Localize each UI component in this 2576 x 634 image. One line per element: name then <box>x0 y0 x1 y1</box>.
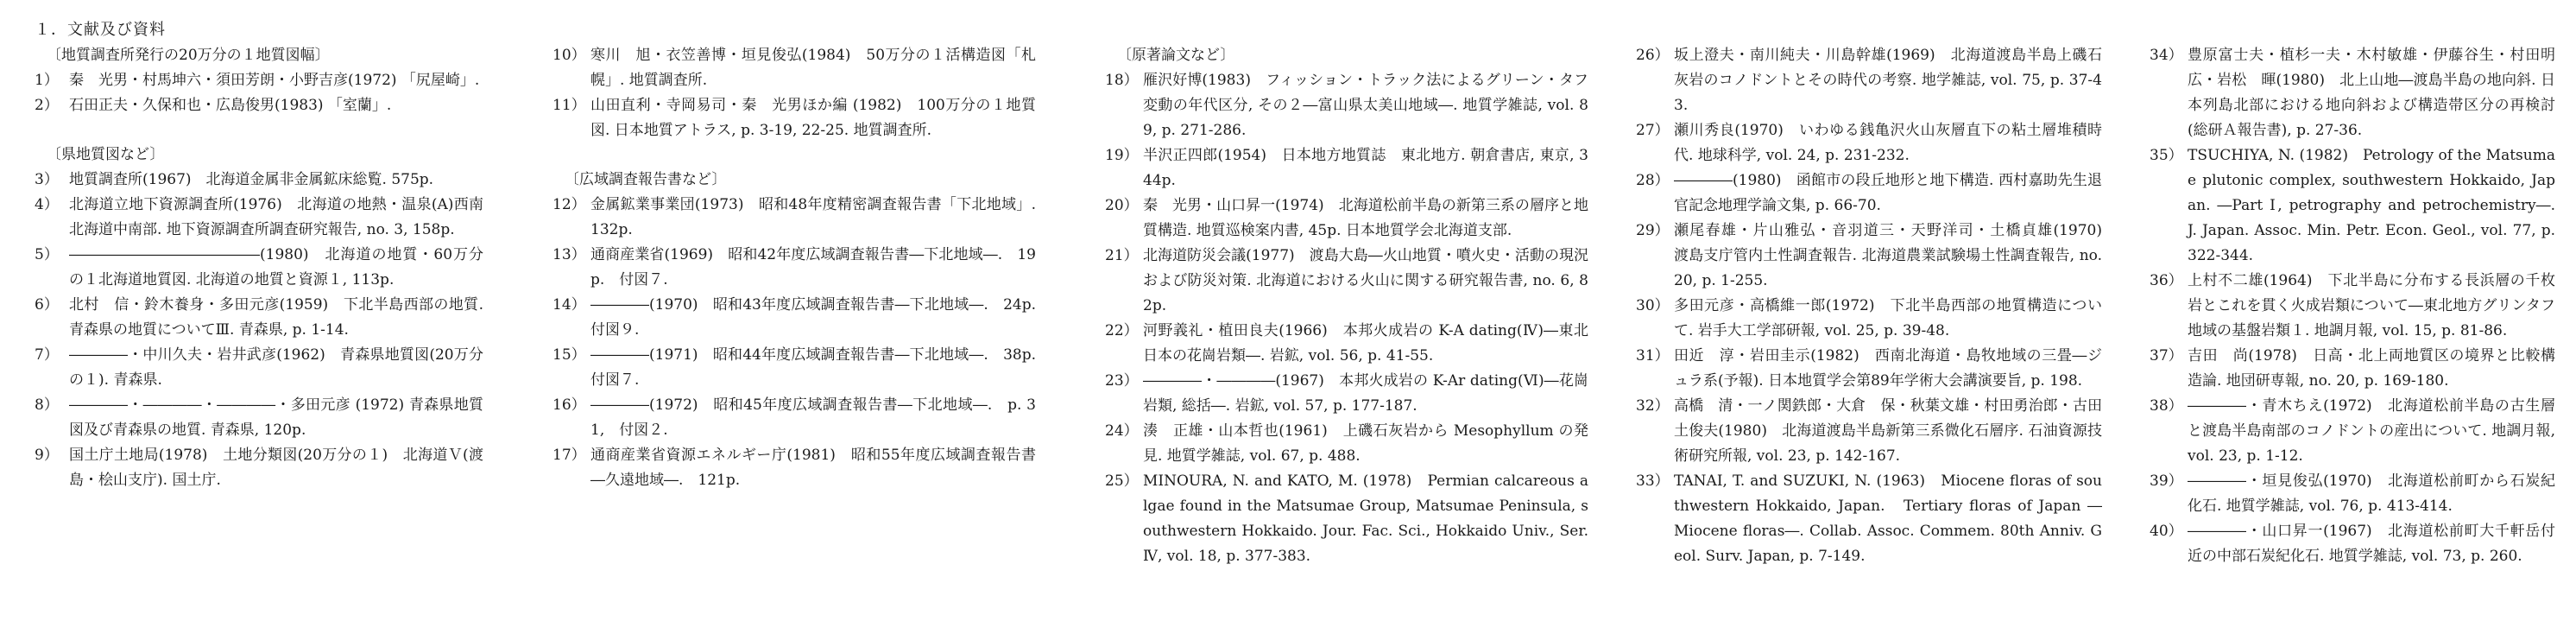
reference-number: 35） <box>2150 147 2183 164</box>
reference-column-5 <box>2150 43 2555 569</box>
reference-number: 13） <box>552 246 586 263</box>
reference-entry <box>35 293 483 343</box>
reference-text: 山田直利・寺岡易司・秦 光男ほか編 (1982) 100万分の１地質図. 日本地質アトラス, p. 3-19, 22-25. 地質調査所. <box>590 97 1036 139</box>
reference-entry <box>2150 394 2555 469</box>
reference-text: 秦 光男・山口昇一(1974) 北海道松前半島の新第三系の層序と地質構造. 地質巡検案内書, 45p. 日本地質学会北海道支部. <box>1143 197 1588 239</box>
reference-text: 金属鉱業事業団(1973) 昭和48年度精密調査報告書「下北地域」. 132p. <box>590 196 1036 238</box>
reference-entry <box>552 243 1036 293</box>
reference-number: 21） <box>1105 247 1139 264</box>
reference-column-2 <box>552 43 1051 493</box>
reference-text: 瀬川秀良(1970) いわゆる銭亀沢火山灰層直下の粘土層堆積時代. 地球科学, vol. 24, p. 231-232. <box>1674 122 2102 164</box>
reference-number: 1） <box>35 72 59 89</box>
reference-text: 国土庁土地局(1978) 土地分類図(20万分の１) 北海道Ｖ(渡島・桧山支庁). 国土庁. <box>69 447 483 489</box>
reference-text: ――――(1972) 昭和45年度広域調査報告書―下北地域―. p. 31, 付図２. <box>590 396 1036 439</box>
reference-entry <box>552 93 1036 143</box>
reference-entry <box>1105 369 1588 419</box>
reference-text: TANAI, T. and SUZUKI, N. (1963) Miocene floras of southwestern Hokkaido, Japan. Tertiary floras of Japan ― Miocene floras―. Collab. Assoc. Commem. 80th Anniv. Geol. Surv. Japan, p. 7-149. <box>1674 472 2102 565</box>
reference-text: ――――・山口昇一(1967) 北海道松前町大千軒岳付近の中部石炭紀化石. 地質学雑誌, vol. 73, p. 260. <box>2188 523 2555 565</box>
reference-entry <box>1105 419 1588 469</box>
reference-text: 湊 正雄・山本哲也(1961) 上磯石灰岩から Mesophyllum の発見. 地質学雑誌, vol. 67, p. 488. <box>1143 422 1588 465</box>
reference-entry <box>2150 519 2555 569</box>
reference-entry <box>1105 68 1588 143</box>
reference-number: 27） <box>1636 122 1670 139</box>
reference-entry <box>35 243 483 293</box>
reference-entry <box>35 343 483 393</box>
reference-number: 25） <box>1105 472 1139 490</box>
reference-number: 18） <box>1105 72 1139 89</box>
reference-entry <box>1105 193 1588 244</box>
reference-column-4 <box>1636 43 2117 569</box>
reference-text: 多田元彦・高橋維一郎(1972) 下北半島西部の地質構造について. 岩手大工学部研報, vol. 25, p. 39-48. <box>1674 297 2102 339</box>
reference-entry <box>35 93 483 118</box>
reference-entry <box>35 443 483 493</box>
reference-entry <box>1636 394 2102 469</box>
reference-number: 40） <box>2150 523 2183 540</box>
reference-entry <box>552 193 1036 243</box>
reference-entry <box>1636 344 2102 394</box>
reference-text: ――――・――――・――――・多田元彦 (1972) 青森県地質図及び青森県の地質. 青森県, 120p. <box>69 396 483 439</box>
reference-entry <box>35 68 483 93</box>
reference-entry <box>1636 118 2102 168</box>
section-heading: 〔地質調査所発行の20万分の１地質図幅〕 <box>47 47 330 64</box>
reference-text: ――――・中川久夫・岩井武彦(1962) 青森県地質図(20万分の１). 青森県. <box>69 346 483 389</box>
reference-text: ――――(1980) 函館市の段丘地形と地下構造. 西村嘉助先生退官記念地理学論文集, p. 66-70. <box>1674 172 2102 214</box>
reference-entry <box>2150 43 2555 143</box>
reference-number: 28） <box>1636 172 1670 189</box>
reference-number: 7） <box>35 346 59 364</box>
reference-text: 瀬尾春雄・片山雅弘・音羽道三・天野洋司・土橋貞雄(1970) 渡島支庁管内土性調査報告. 北海道農業試験場土性調査報告, no. 20, p. 1-255. <box>1674 222 2117 289</box>
reference-number: 31） <box>1636 347 1670 365</box>
reference-text: 北村 信・鈴木養身・多田元彦(1959) 下北半島西部の地質. 青森県の地質についてⅢ. 青森県, p. 1-14. <box>69 296 483 339</box>
reference-entry <box>552 443 1036 493</box>
reference-number: 2） <box>35 97 59 114</box>
reference-entry <box>2150 469 2555 519</box>
reference-text: 豊原富士夫・植杉一夫・木村敏雄・伊藤谷生・村田明広・岩松 暉(1980) 北上山地―渡島半島の地向斜. 日本列島北部における地向斜および構造帯区分の再検討(総研Ａ報告書), p. 27-36. <box>2188 47 2555 139</box>
reference-number: 34） <box>2150 47 2183 64</box>
reference-entry <box>2150 269 2555 344</box>
reference-text: 吉田 尚(1978) 日高・北上両地質区の境界と比較構造論. 地団研専報, no. 20, p. 169-180. <box>2188 347 2555 390</box>
reference-number: 15） <box>552 346 586 364</box>
reference-text: 北海道防災会議(1977) 渡島大島―火山地質・噴火史・活動の現況および防災対策. 北海道における火山に関する研究報告書, no. 6, 82p. <box>1143 247 1588 314</box>
reference-number: 12） <box>552 196 586 213</box>
reference-text: 地質調査所(1967) 北海道金属非金属鉱床総覧. 575p. <box>69 171 434 188</box>
reference-number: 22） <box>1105 322 1139 339</box>
reference-entry <box>1105 319 1588 369</box>
reference-entry <box>1105 143 1588 193</box>
reference-text: 坂上澄夫・南川純夫・川島幹雄(1969) 北海道渡島半島上磯石灰岩のコノドントとその時代の考察. 地学雑誌, vol. 75, p. 37-43. <box>1674 47 2102 114</box>
reference-number: 29） <box>1636 222 1670 239</box>
reference-entry <box>2150 143 2555 269</box>
reference-text: 北海道立地下資源調査所(1976) 北海道の地熱・温泉(A)西南北海道中南部. 地下資源調査所調査研究報告, no. 3, 158p. <box>69 196 483 238</box>
reference-number: 26） <box>1636 47 1670 64</box>
reference-entry <box>2150 344 2555 394</box>
reference-number: 33） <box>1636 472 1670 490</box>
reference-entry <box>1636 43 2102 118</box>
reference-number: 9） <box>35 447 59 464</box>
section-heading: 〔県地質図など〕 <box>47 146 165 163</box>
reference-entry <box>1636 294 2102 344</box>
reference-number: 3） <box>35 171 59 188</box>
section-heading: 〔原著論文など〕 <box>1117 47 1235 64</box>
reference-number: 8） <box>35 396 59 414</box>
reference-text: 高橋 清・一ノ関鉄郎・大倉 保・秋葉文雄・村田勇治郎・古田土俊夫(1980) 北海道渡島半島新第三系微化石層序. 石油資源技術研究所報, vol. 23, p. 142-167. <box>1674 397 2102 465</box>
page-heading: １．文献及び資料 <box>35 21 166 39</box>
reference-number: 32） <box>1636 397 1670 415</box>
reference-column-3 <box>1105 43 1588 569</box>
reference-text: ――――・青木ちえ(1972) 北海道松前半島の古生層と渡島半島南部のコノドントの産出について. 地調月報, vol. 23, p. 1-12. <box>2188 397 2555 465</box>
reference-entry <box>35 168 483 193</box>
reference-number: 39） <box>2150 472 2183 490</box>
reference-entry <box>552 43 1036 93</box>
reference-text: 通商産業省資源エネルギー庁(1981) 昭和55年度広域調査報告書―久遠地域―. 121p. <box>590 447 1036 489</box>
reference-entry <box>552 343 1051 393</box>
reference-number: 14） <box>552 296 586 314</box>
reference-number: 10） <box>552 47 586 64</box>
reference-text: 上村不二雄(1964) 下北半島に分布する長浜層の千枚岩とこれを貫く火成岩類について―東北地方グリンタフ地域の基盤岩類１. 地調月報, vol. 15, p. 81-86. <box>2188 272 2555 339</box>
reference-number: 19） <box>1105 147 1139 164</box>
reference-entry <box>1105 469 1588 569</box>
reference-number: 30） <box>1636 297 1670 314</box>
reference-text: 雁沢好博(1983) フィッション・トラック法によるグリーン・タフ変動の年代区分, その２―富山県太美山地域―. 地質学雑誌, vol. 89, p. 271-286. <box>1143 72 1588 139</box>
reference-text: ――――(1970) 昭和43年度広域調査報告書―下北地域―. 24p. 付図９. <box>590 296 1051 339</box>
reference-number: 36） <box>2150 272 2183 289</box>
reference-text: 石田正夫・久保和也・広島俊男(1983) 「室蘭」. <box>69 97 392 114</box>
reference-entry <box>1636 469 2102 569</box>
reference-number: 24） <box>1105 422 1139 440</box>
reference-text: ――――・――――(1967) 本邦火成岩の K-Ar dating(Ⅵ)―花崗岩類, 総括―. 岩鉱, vol. 57, p. 177-187. <box>1143 372 1588 415</box>
reference-text: MINOURA, N. and KATO, M. (1978) Permian calcareous algae found in the Matsumae Group, Matsumae Peninsula, southwestern Hokkaido. Jour. Fac. Sci., Hokkaido Univ., Ser. Ⅳ, vol. 18, p. 377-383. <box>1143 472 1588 565</box>
reference-entry <box>1105 244 1588 319</box>
reference-number: 23） <box>1105 372 1139 390</box>
reference-number: 20） <box>1105 197 1139 214</box>
reference-number: 16） <box>552 396 586 414</box>
reference-number: 17） <box>552 447 586 464</box>
reference-entry <box>35 193 483 243</box>
reference-number: 11） <box>552 97 586 114</box>
reference-text: 田近 淳・岩田圭示(1982) 西南北海道・島牧地域の三畳―ジュラ系(予報). 日本地質学会第89年学術大会講演要旨, p. 198. <box>1674 347 2102 390</box>
reference-entry <box>35 393 483 443</box>
reference-text: 河野義礼・植田良夫(1966) 本邦火成岩の K-A dating(Ⅳ)―東北日本の花崗岩類―. 岩鉱, vol. 56, p. 41-55. <box>1143 322 1588 365</box>
reference-text: 秦 光男・村馬坤六・須田芳朗・小野吉彦(1972) 「尻屋崎」. <box>69 72 480 89</box>
reference-column-1 <box>35 43 483 493</box>
reference-text: 半沢正四郎(1954) 日本地方地質誌 東北地方. 朝倉書店, 東京, 344p. <box>1143 147 1588 189</box>
reference-number: 5） <box>35 246 59 263</box>
reference-entry <box>1636 168 2102 219</box>
reference-number: 37） <box>2150 347 2183 365</box>
reference-number: 6） <box>35 296 59 314</box>
reference-number: 4） <box>35 196 59 213</box>
reference-text: 寒川 旭・衣笠善博・垣見俊弘(1984) 50万分の１活構造図「札幌」. 地質調査所. <box>590 47 1036 89</box>
reference-entry <box>552 393 1036 443</box>
reference-entry <box>552 293 1051 343</box>
reference-text: ――――・垣見俊弘(1970) 北海道松前町から石炭紀化石. 地質学雑誌, vol. 76, p. 413-414. <box>2188 472 2555 515</box>
reference-text: ―――――――――――――(1980) 北海道の地質・60万分の１北海道地質図. 北海道の地質と資源１, 113p. <box>69 246 483 288</box>
reference-text: TSUCHIYA, N. (1982) Petrology of the Matsumae plutonic complex, southwestern Hokkaido, Japan. ―Part Ⅰ, petrography and petrochemistry―. J. Japan. Assoc. Min. Petr. Econ. Geol., vol. 77, p. 322-344. <box>2188 147 2555 264</box>
reference-text: 通商産業省(1969) 昭和42年度広域調査報告書―下北地域―. 19p. 付図７. <box>590 246 1036 288</box>
reference-text: ――――(1971) 昭和44年度広域調査報告書―下北地域―. 38p. 付図７. <box>590 346 1051 389</box>
reference-entry <box>1636 219 2117 294</box>
reference-number: 38） <box>2150 397 2183 415</box>
section-heading: 〔広域調査報告書など〕 <box>565 171 727 188</box>
